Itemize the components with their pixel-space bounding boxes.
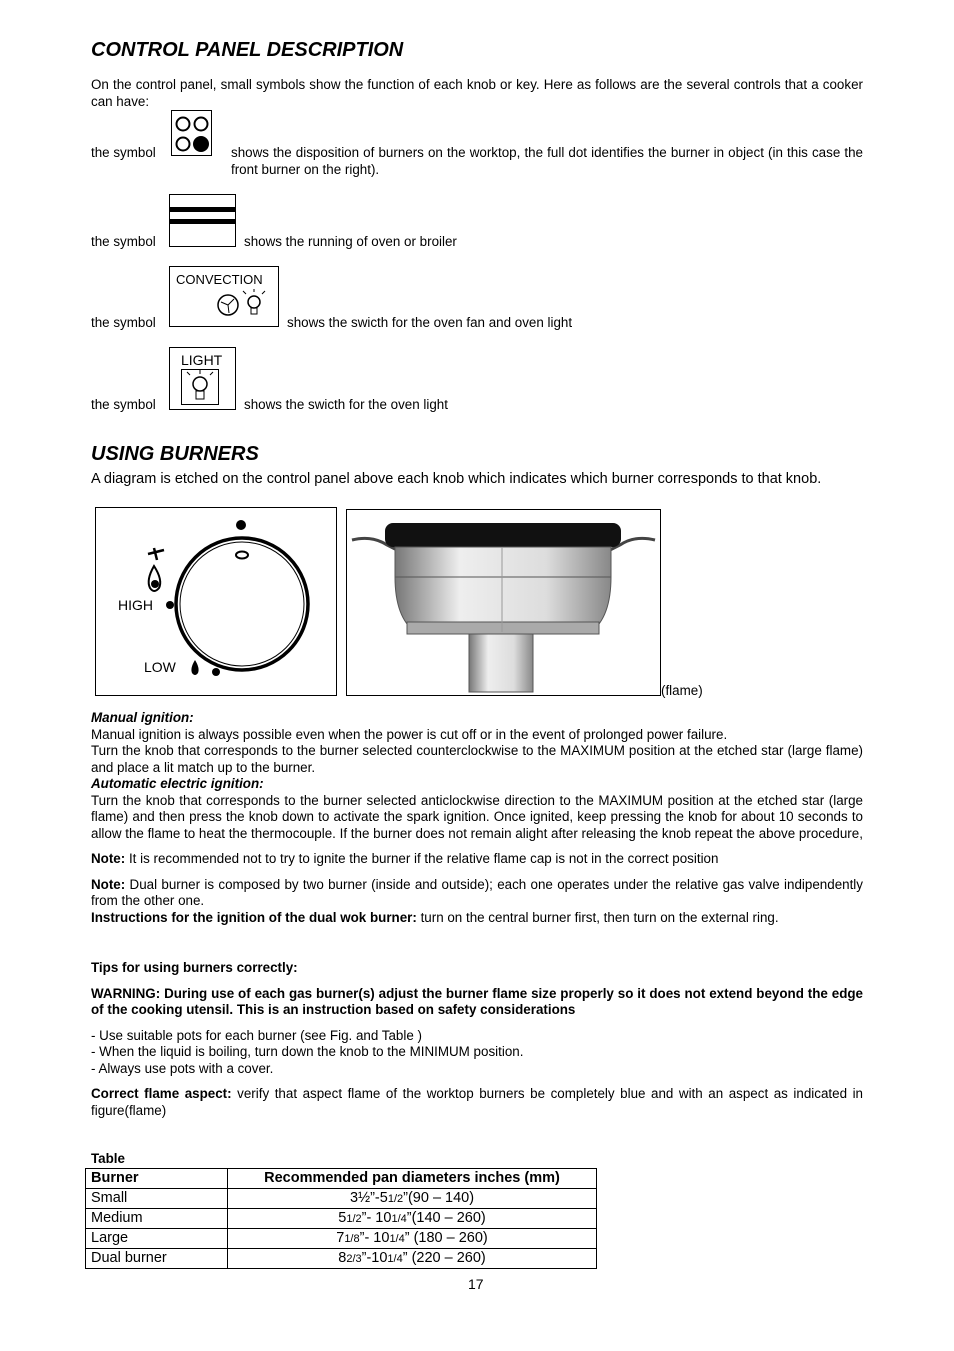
flame-aspect-label: Correct flame aspect: (91, 1086, 232, 1101)
table-row (86, 1248, 597, 1268)
diameter-cell: 71/8”- 101/4” (180 – 260) (228, 1228, 597, 1248)
header-diameter: Recommended pan diameters inches (mm) (228, 1169, 597, 1189)
header-burner: Burner (86, 1169, 228, 1189)
table-row (86, 1188, 597, 1208)
oven-broiler-icon (169, 194, 236, 247)
burner-illustration (346, 509, 661, 696)
wok-label: Instructions for the ignition of the dual wok burner: (91, 909, 417, 925)
table-row (86, 1208, 597, 1228)
table-caption: Table (91, 1151, 125, 1166)
diameter-cell: 51/2”- 101/4”(140 – 260) (228, 1208, 597, 1228)
tip-item: - Always use pots with a cover. (91, 1060, 274, 1076)
knob-low-label: LOW (144, 659, 176, 675)
convection-icon (169, 266, 279, 327)
burner-cell: Medium (86, 1208, 228, 1228)
knob-diagram (95, 507, 337, 696)
table-header-row (86, 1169, 597, 1189)
flame-aspect-text: verify that aspect flame of the worktop burners be completely blue and with an aspect as indicated in figure(flame) (91, 1086, 863, 1118)
symbol-description: shows the swicth for the oven fan and oven light (287, 315, 573, 330)
symbol-prefix: the symbol (91, 397, 156, 412)
symbol-description: shows the swicth for the oven light (244, 397, 448, 412)
diameter-cell: 82/3”-101/4” (220 – 260) (228, 1248, 597, 1268)
symbol-prefix: the symbol (91, 315, 156, 330)
using-burners-intro: A diagram is etched on the control panel above each knob which indicates which burner corresponds to that knob. (91, 471, 822, 487)
light-label: LIGHT (181, 352, 223, 368)
flame-caption: (flame) (661, 683, 703, 698)
manual-ignition-heading: Manual ignition: (91, 710, 194, 725)
convection-label: CONVECTION (176, 272, 263, 287)
symbol-description: shows the running of oven or broiler (244, 234, 457, 249)
pan-diameter-table (85, 1168, 597, 1269)
note-label: Note: (91, 851, 126, 866)
bulb-icon (181, 369, 219, 405)
symbol-prefix: the symbol (91, 234, 156, 249)
wok-text: turn on the central burner first, then turn on the external ring. (420, 909, 779, 925)
diameter-cell: 3½”-51/2”(90 – 140) (228, 1188, 597, 1208)
section-title-using-burners: USING BURNERS (91, 443, 259, 465)
table-row (86, 1228, 597, 1248)
manual-ignition-text-1: Manual ignition is always possible even when the power is cut off or in the event of prolonged power failure. (91, 726, 728, 742)
auto-ignition-text: Turn the knob that corresponds to the burner selected anticlockwise direction to the MAXIMUM position at the etched star (large flame) and then press the knob down to activate the spark ignition. Once ignited, keep pressing the knob for about 10 seconds to allow the flame to heat the thermocouple. If the burner does not remain alight after releasing the knob repeat the above procedure, (91, 792, 863, 841)
manual-ignition-text-2: Turn the knob that corresponds to the burner selected counterclockwise to the MAXIMUM position at the etched star (large flame) and place a lit match up to the burner. (91, 743, 863, 775)
note-label: Note: (91, 876, 126, 892)
auto-ignition-heading: Automatic electric ignition: (91, 776, 264, 791)
symbol-prefix: the symbol (91, 145, 156, 160)
burner-cell: Small (86, 1188, 228, 1208)
burner-cell: Large (86, 1228, 228, 1248)
note-1: It is recommended not to try to ignite the burner if the relative flame cap is not in the correct position (128, 851, 719, 866)
tips-heading: Tips for using burners correctly: (91, 960, 298, 975)
ignition-instructions (91, 710, 863, 1119)
section-title-control-panel: CONTROL PANEL DESCRIPTION (91, 39, 404, 61)
fan-and-bulb-icon (210, 289, 270, 323)
burner-cell: Dual burner (86, 1248, 228, 1268)
tip-item: - When the liquid is boiling, turn down the knob to the MINIMUM position. (91, 1044, 524, 1059)
symbol-description: shows the disposition of burners on the worktop, the full dot identifies the burner in object (in this case the front burner on the right). (231, 145, 863, 177)
intro-paragraph: On the control panel, small symbols show the function of each knob or key. Here as follows are the several controls that a cooker can have: (91, 77, 863, 109)
burner-layout-icon (171, 110, 212, 156)
tip-item: - Use suitable pots for each burner (see Fig. and Table ) (91, 1027, 422, 1043)
light-icon (169, 347, 236, 410)
note-2: Dual burner is composed by two burner (inside and outside); each one operates under the relative gas valve indipendently from the other one. (91, 876, 863, 908)
page-number: 17 (468, 1276, 484, 1292)
knob-high-label: HIGH (118, 597, 153, 613)
warning-text: WARNING: During use of each gas burner(s) adjust the burner flame size properly so it does not extend beyond the edge of the cooking utensil. This is an instruction based on safety considerations (91, 985, 863, 1017)
